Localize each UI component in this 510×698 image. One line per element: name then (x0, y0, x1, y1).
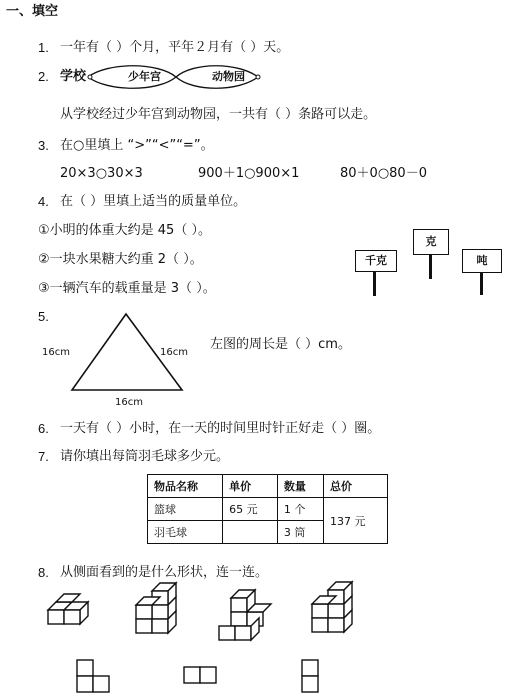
question-8-number: 8. (38, 565, 49, 580)
weight-item-2: ②一块水果糖大约重 2（ ）。 (38, 252, 203, 267)
unit-sign-gram: 克 (413, 229, 449, 255)
cell-badminton-name: 羽毛球 (148, 521, 223, 544)
question-4-number: 4. (38, 194, 49, 209)
compare-expression-3: 80＋0○80－0 (340, 166, 427, 181)
question-1-number: 1. (38, 40, 49, 55)
section-title: 一、填空 (6, 4, 59, 19)
question-6-number: 6. (38, 421, 49, 436)
weight-item-1: ①小明的体重大约是 45（ ）。 (38, 223, 211, 238)
place-youth-palace: 少年宫 (128, 70, 161, 83)
sign-post-g (429, 253, 432, 279)
cell-basketball-price: 65 元 (223, 498, 278, 521)
question-7-number: 7. (38, 449, 49, 464)
question-8-text: 从侧面看到的是什么形状，连一连。 (60, 565, 269, 580)
cube-figure-2 (130, 585, 190, 637)
question-1-text: 一年有（ ）个月，平年２月有（ ）天。 (60, 40, 290, 55)
header-total: 总价 (324, 475, 388, 498)
side-view-shape-3 (300, 658, 340, 698)
unit-sign-kilogram: 千克 (355, 250, 397, 272)
cell-basketball-qty: 1 个 (277, 498, 323, 521)
side-view-shape-1 (75, 658, 115, 698)
cell-badminton-price[interactable] (223, 521, 278, 544)
place-zoo: 动物园 (212, 70, 245, 83)
question-5-number: 5. (38, 309, 49, 324)
triangle-side-left: 16cm (42, 347, 70, 358)
header-quantity: 数量 (277, 475, 323, 498)
table-header-row (148, 475, 388, 498)
compare-expression-1: 20×3○30×3 (60, 166, 143, 181)
compare-expression-2: 900＋1○900×1 (198, 166, 300, 181)
cell-badminton-qty: 3 筒 (277, 521, 323, 544)
place-school: 学校 (60, 69, 87, 84)
question-2-number: 2. (38, 69, 49, 84)
question-7-text: 请你填出每筒羽毛球多少元。 (60, 449, 230, 464)
cube-figure-1 (40, 592, 100, 634)
triangle-side-right: 16cm (160, 347, 188, 358)
cell-basketball-name: 篮球 (148, 498, 223, 521)
sign-post-t (480, 271, 483, 295)
unit-sign-ton: 吨 (462, 249, 502, 273)
cell-total: 137 元 (324, 498, 388, 544)
question-6-text: 一天有（ ）小时，在一天的时间里时针正好走（ ）圈。 (60, 421, 381, 436)
cube-figure-3 (215, 590, 275, 650)
weight-item-3: ③一辆汽车的载重量是 3（ ）。 (38, 281, 216, 296)
header-unit-price: 单价 (223, 475, 278, 498)
triangle-side-bottom: 16cm (115, 397, 143, 408)
table-row (148, 498, 388, 521)
question-2-text: 从学校经过少年宫到动物园，一共有（ ）条路可以走。 (60, 107, 377, 122)
price-table (147, 474, 388, 544)
question-5-text: 左图的周长是（ ）cm。 (210, 337, 351, 352)
question-3-number: 3. (38, 138, 49, 153)
side-view-shape-2 (182, 665, 222, 695)
question-3-text: 在○里填上 “>”“<”“=”。 (60, 138, 214, 153)
sign-post-kg (373, 270, 376, 296)
header-item-name: 物品名称 (148, 475, 223, 498)
question-4-text: 在（ ）里填上适当的质量单位。 (60, 194, 247, 209)
cube-figure-4 (308, 582, 368, 642)
